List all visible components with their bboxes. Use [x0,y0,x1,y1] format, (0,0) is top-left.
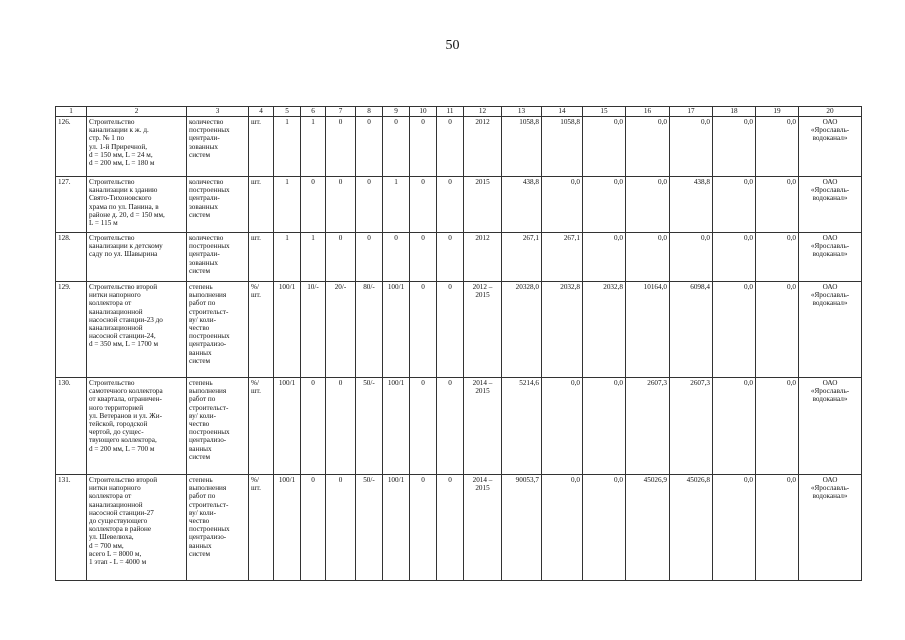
col-fin-2012-cell: 0,0 [583,117,626,177]
col-indicator-cell: степень выполнения работ по строительст- ву/ коли- чество построенных централизо- ванных систем [187,475,249,581]
col-executor-cell: ОАО «Ярославль- водоканал» [799,475,862,581]
col-unit-cell: %/ шт. [249,378,274,475]
col-unit-cell: %/ шт. [249,282,274,378]
col-fin-2016-cell: 0,0 [756,475,799,581]
col-project-cell: Строительство второй нитки напорного коллектора от канализационной насосной станции-23 до канализационной насосной станции-24, d = 350 мм, L = 1700 м [87,282,187,378]
col-period-cell: 2012 [464,117,502,177]
col-2015-cell: 1 [383,177,410,233]
col-total-cell: 267,1 [502,233,542,282]
col-12-cell: 0 [437,233,464,282]
column-header: 10 [410,107,437,117]
col-total-cell: 20328,0 [502,282,542,378]
col-fin-2016-cell: 0,0 [756,117,799,177]
col-project-cell: Строительство канализации к детскому саду по ул. Шавырина [87,233,187,282]
col-target-cell: 1 [274,177,301,233]
col-12-cell: 0 [437,177,464,233]
col-number-cell: 131. [56,475,87,581]
column-header: 3 [187,107,249,117]
col-fin-2016-cell: 0,0 [756,177,799,233]
col-fin-2012-cell: 0,0 [583,378,626,475]
col-total-cell: 5214,6 [502,378,542,475]
col-2014-cell: 0 [356,117,383,177]
col-number-cell: 128. [56,233,87,282]
col-2012-cell: 10/- [301,282,326,378]
col-2013-cell: 20/- [326,282,356,378]
column-header: 18 [713,107,756,117]
col-fin-2016-cell: 0,0 [756,233,799,282]
column-header: 17 [670,107,713,117]
col-fin-2011-cell: 1058,8 [542,117,583,177]
column-header: 1 [56,107,87,117]
col-fin-2011-cell: 0,0 [542,475,583,581]
col-fin-2015-cell: 0,0 [713,233,756,282]
col-number-cell: 127. [56,177,87,233]
col-indicator-cell: степень выполнения работ по строительст- ву/ коли- чество построенных централизо- ванных систем [187,282,249,378]
column-header: 9 [383,107,410,117]
column-header: 11 [437,107,464,117]
col-fin-2015-cell: 0,0 [713,282,756,378]
col-period-cell: 2014 – 2015 [464,475,502,581]
col-project-cell: Строительство канализации к зданию Свято-Тихоновского храма по ул. Панина, в районе д. 20, d = 150 мм, L = 115 м [87,177,187,233]
col-2014-cell: 80/- [356,282,383,378]
col-project-cell: Строительство канализации к ж. д. стр. № 1 по ул. 1-й Приречной, d = 150 мм, L = 24 м, d = 200 мм, L = 180 м [87,117,187,177]
col-2015-cell: 100/1 [383,475,410,581]
col-executor-cell: ОАО «Ярославль- водоканал» [799,233,862,282]
page-number: 50 [445,38,460,53]
investment-program-table [55,106,862,581]
col-2014-cell: 50/- [356,475,383,581]
col-fin-2011-cell: 0,0 [542,378,583,475]
col-2013-cell: 0 [326,117,356,177]
col-target-cell: 100/1 [274,475,301,581]
col-executor-cell: ОАО «Ярославль- водоканал» [799,177,862,233]
col-2015-cell: 0 [383,117,410,177]
col-target-cell: 100/1 [274,282,301,378]
col-total-cell: 1058,8 [502,117,542,177]
table-row [56,475,862,581]
header-row [56,107,862,117]
col-fin-2012-cell: 0,0 [583,475,626,581]
col-fin-2014-cell: 438,8 [670,177,713,233]
col-11-cell: 0 [410,233,437,282]
col-fin-2015-cell: 0,0 [713,177,756,233]
col-2012-cell: 1 [301,117,326,177]
col-indicator-cell: степень выполнения работ по строительст- ву/ коли- чество построенных централизо- ванных систем [187,378,249,475]
col-project-cell: Строительство второй нитки напорного коллектора от канализационной насосной станции-27 до существующего коллектора в районе ул. Шевелюха, d = 700 мм, всего L = 8000 м, 1 этап - L = 4000 м [87,475,187,581]
col-2015-cell: 100/1 [383,378,410,475]
col-2013-cell: 0 [326,378,356,475]
col-2012-cell: 0 [301,378,326,475]
col-fin-2014-cell: 6098,4 [670,282,713,378]
col-executor-cell: ОАО «Ярославль- водоканал» [799,282,862,378]
col-unit-cell: %/ шт. [249,475,274,581]
column-header: 16 [626,107,670,117]
column-header: 2 [87,107,187,117]
col-12-cell: 0 [437,475,464,581]
col-fin-2015-cell: 0,0 [713,117,756,177]
col-number-cell: 129. [56,282,87,378]
col-fin-2011-cell: 267,1 [542,233,583,282]
col-11-cell: 0 [410,378,437,475]
column-header: 6 [301,107,326,117]
col-fin-2014-cell: 2607,3 [670,378,713,475]
col-fin-2016-cell: 0,0 [756,378,799,475]
col-fin-2013-cell: 10164,0 [626,282,670,378]
column-header: 12 [464,107,502,117]
col-fin-2013-cell: 45026,9 [626,475,670,581]
column-header: 5 [274,107,301,117]
col-unit-cell: шт. [249,233,274,282]
col-2013-cell: 0 [326,233,356,282]
col-fin-2014-cell: 0,0 [670,233,713,282]
col-2015-cell: 0 [383,233,410,282]
col-indicator-cell: количество построенных централи- зованных систем [187,177,249,233]
col-total-cell: 438,8 [502,177,542,233]
col-2015-cell: 100/1 [383,282,410,378]
table-row [56,117,862,177]
col-2014-cell: 50/- [356,378,383,475]
col-2012-cell: 0 [301,177,326,233]
col-fin-2012-cell: 2032,8 [583,282,626,378]
col-fin-2011-cell: 0,0 [542,177,583,233]
col-2014-cell: 0 [356,233,383,282]
col-2012-cell: 0 [301,475,326,581]
col-period-cell: 2012 [464,233,502,282]
col-12-cell: 0 [437,117,464,177]
col-fin-2014-cell: 45026,8 [670,475,713,581]
col-fin-2012-cell: 0,0 [583,177,626,233]
col-fin-2015-cell: 0,0 [713,475,756,581]
col-fin-2013-cell: 2607,3 [626,378,670,475]
col-2014-cell: 0 [356,177,383,233]
table-row [56,282,862,378]
col-12-cell: 0 [437,378,464,475]
column-header: 8 [356,107,383,117]
col-fin-2013-cell: 0,0 [626,117,670,177]
col-unit-cell: шт. [249,177,274,233]
column-header: 19 [756,107,799,117]
column-header: 4 [249,107,274,117]
col-fin-2015-cell: 0,0 [713,378,756,475]
column-header: 20 [799,107,862,117]
col-2013-cell: 0 [326,177,356,233]
col-number-cell: 130. [56,378,87,475]
col-fin-2016-cell: 0,0 [756,282,799,378]
col-period-cell: 2015 [464,177,502,233]
col-2012-cell: 1 [301,233,326,282]
col-total-cell: 90053,7 [502,475,542,581]
col-2013-cell: 0 [326,475,356,581]
col-indicator-cell: количество построенных централи- зованных систем [187,117,249,177]
col-executor-cell: ОАО «Ярославль- водоканал» [799,378,862,475]
table-body [56,107,862,581]
col-fin-2012-cell: 0,0 [583,233,626,282]
column-header: 7 [326,107,356,117]
col-period-cell: 2012 – 2015 [464,282,502,378]
col-unit-cell: шт. [249,117,274,177]
column-header: 15 [583,107,626,117]
column-header: 14 [542,107,583,117]
col-fin-2013-cell: 0,0 [626,233,670,282]
col-12-cell: 0 [437,282,464,378]
col-project-cell: Строительство самотечного коллектора от квартала, ограничен- ного территорией ул. Ветеранов и ул. Жи- тейской, городской чертой, до сущес- твующего коллектора, d = 200 мм, L = 700 м [87,378,187,475]
col-fin-2013-cell: 0,0 [626,177,670,233]
table-row [56,177,862,233]
col-target-cell: 1 [274,117,301,177]
table-row [56,378,862,475]
col-target-cell: 1 [274,233,301,282]
col-fin-2011-cell: 2032,8 [542,282,583,378]
col-target-cell: 100/1 [274,378,301,475]
col-period-cell: 2014 – 2015 [464,378,502,475]
column-header: 13 [502,107,542,117]
col-11-cell: 0 [410,177,437,233]
col-executor-cell: ОАО «Ярославль- водоканал» [799,117,862,177]
col-indicator-cell: количество построенных централи- зованных систем [187,233,249,282]
col-11-cell: 0 [410,475,437,581]
table-row [56,233,862,282]
col-number-cell: 126. [56,117,87,177]
col-11-cell: 0 [410,117,437,177]
col-fin-2014-cell: 0,0 [670,117,713,177]
col-11-cell: 0 [410,282,437,378]
